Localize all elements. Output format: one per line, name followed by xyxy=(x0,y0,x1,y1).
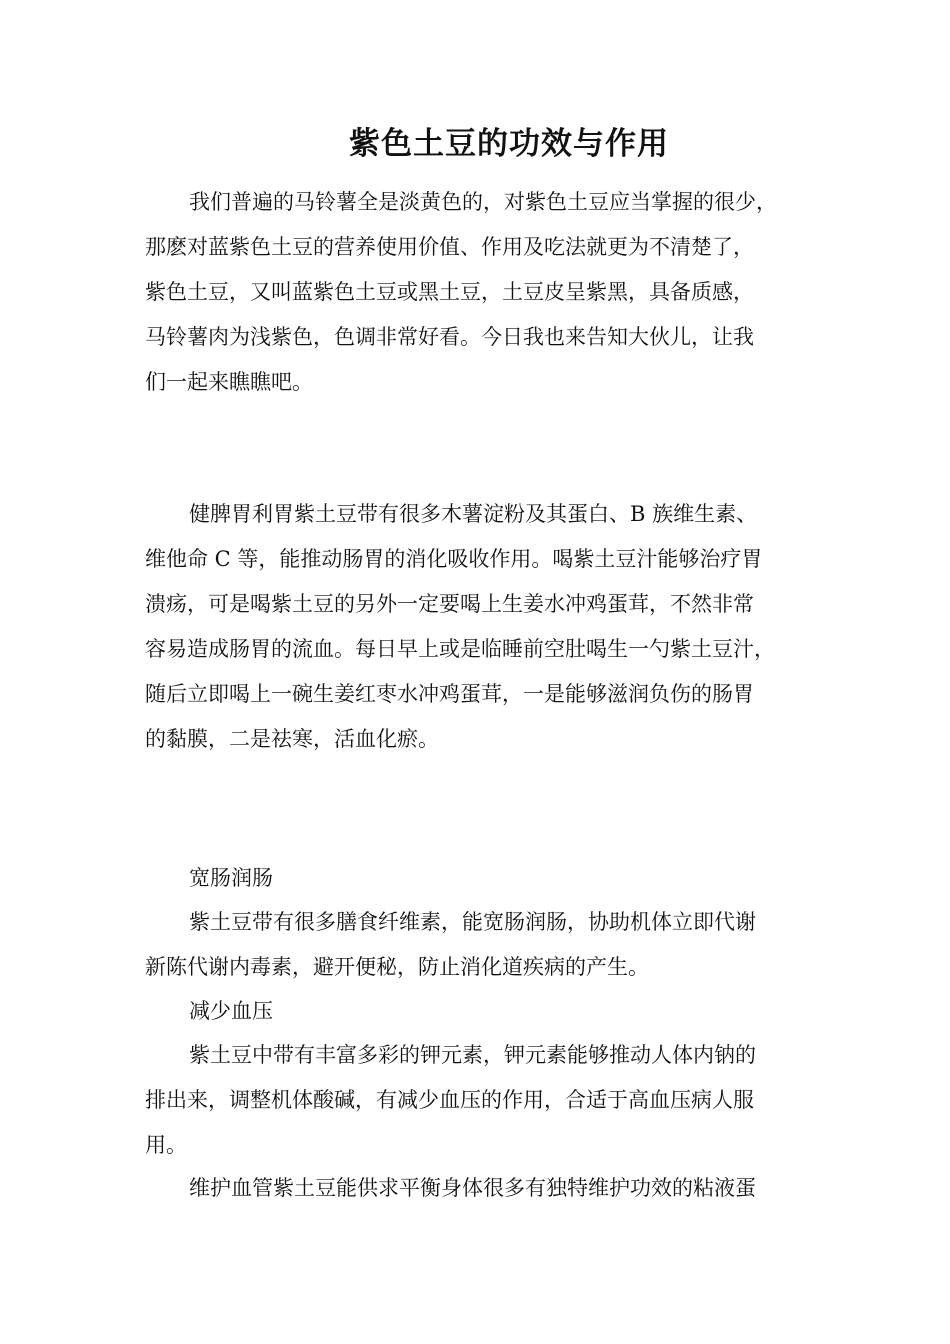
paragraph-line: 的黏膜，二是祛寒，活血化瘀。 xyxy=(145,727,439,751)
paragraph-line: 维护血管紫土豆能供求平衡身体很多有独特维护功效的粘液蛋 xyxy=(189,1176,756,1200)
section-heading-intestine: 宽肠润肠 xyxy=(189,866,273,890)
blood-pressure-paragraph xyxy=(145,1033,825,1168)
section-heading-blood-pressure: 减少血压 xyxy=(189,999,273,1023)
paragraph-line: 健脾胃利胃紫土豆带有很多木薯淀粉及其蛋白、B 族维生素、 xyxy=(189,502,758,526)
intro-paragraph xyxy=(145,180,825,405)
paragraph-line: 排出来，调整机体酸碱，有减少血压的作用，合适于高血压病人服 xyxy=(145,1088,754,1112)
paragraph-line: 用。 xyxy=(145,1133,187,1157)
paragraph-line: 们一起来瞧瞧吧。 xyxy=(145,370,313,394)
paragraph-line: 马铃薯肉为浅紫色，色调非常好看。今日我也来告知大伙儿，让我 xyxy=(145,325,754,349)
paragraph-line: 紫土豆中带有丰富多彩的钾元素，钾元素能够推动人体内钠的 xyxy=(189,1043,756,1067)
paragraph-line: 溃疡，可是喝紫土豆的另外一定要喝上生姜水冲鸡蛋茸，不然非常 xyxy=(145,592,754,616)
paragraph-line: 紫土豆带有很多膳食纤维素，能宽肠润肠，协助机体立即代谢 xyxy=(189,910,756,934)
paragraph-line: 容易造成肠胃的流血。每日早上或是临睡前空肚喝生一勺紫土豆汁， xyxy=(145,637,775,661)
intestine-paragraph xyxy=(145,900,825,990)
paragraph-line: 维他命 C 等，能推动肠胃的消化吸收作用。喝紫土豆汁能够治疗胃 xyxy=(145,547,763,571)
paragraph-line: 紫色土豆，又叫蓝紫色土豆或黑土豆，土豆皮呈紫黑，具备质感， xyxy=(145,280,754,304)
paragraph-line: 那麽对蓝紫色土豆的营养使用价值、作用及吃法就更为不清楚了， xyxy=(145,235,754,259)
blood-vessel-paragraph xyxy=(145,1166,825,1211)
paragraph-line: 随后立即喝上一碗生姜红枣水冲鸡蛋茸，一是能够滋润负伤的肠胃 xyxy=(145,682,754,706)
page-title: 紫色土豆的功效与作用 xyxy=(349,126,669,162)
spleen-stomach-paragraph xyxy=(145,492,825,762)
paragraph-line: 我们普遍的马铃薯全是淡黄色的，对紫色土豆应当掌握的很少， xyxy=(189,190,777,214)
paragraph-line: 新陈代谢内毒素，避开便秘，防止消化道疾病的产生。 xyxy=(145,955,649,979)
